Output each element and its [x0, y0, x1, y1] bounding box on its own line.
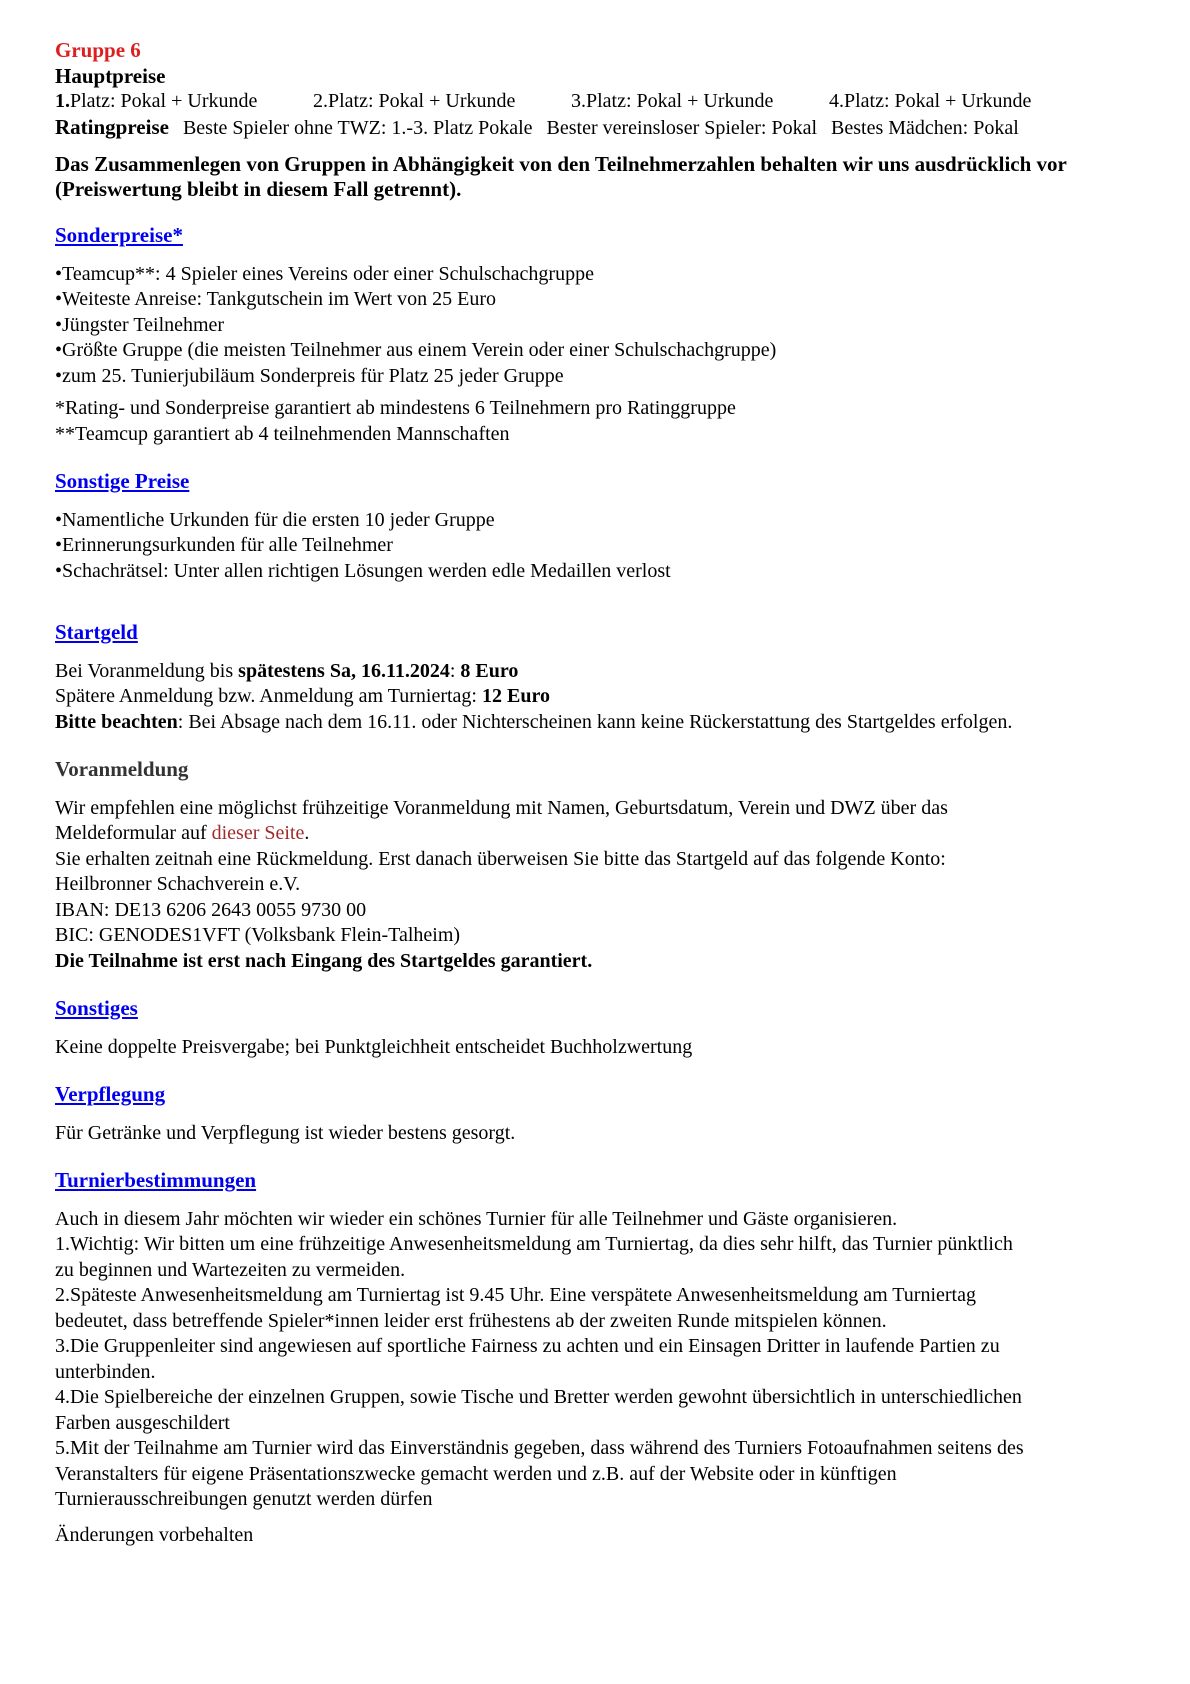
notice-label: Bitte beachten	[55, 710, 178, 733]
bullet-item	[55, 364, 1140, 390]
startgeld-text: Bei Voranmeldung bis	[55, 659, 239, 682]
registration-form-link[interactable]: dieser Seite	[211, 822, 305, 844]
place-item-3	[571, 89, 829, 115]
section-heading-turnierbestimmungen: Turnierbestimmungen	[55, 1168, 257, 1192]
footnote-line: *Rating- und Sonderpreise garantiert ab mindestens 6 Teilnehmern pro Ratinggruppe	[55, 397, 736, 419]
startgeld-line-voranmeldung	[55, 659, 1140, 685]
rules-line: Turnierausschreibungen genutzt werden dürfen	[55, 1488, 433, 1510]
bullet-icon: •	[55, 364, 63, 387]
rules-line: Farben ausgeschildert	[55, 1411, 230, 1434]
startgeld-line-late	[55, 684, 1140, 710]
place-number: 3.	[571, 90, 586, 112]
main-prizes-heading: Hauptpreise	[55, 63, 166, 88]
bullet-icon: •	[55, 534, 63, 556]
group-title: Gruppe 6	[55, 38, 141, 62]
rating-prizes-row	[55, 115, 1140, 142]
merge-notice-line: Das Zusammenlegen von Gruppen in Abhängigkeit von den Teilnehmerzahlen behalten wir uns ausdrücklich vor	[55, 152, 1067, 176]
rules-line: unterbinden.	[55, 1360, 156, 1383]
iban-line: IBAN: DE13 6206 2643 0055 9730 00	[55, 898, 367, 921]
startgeld-text: Spätere Anmeldung bzw. Anmeldung am Turniertag:	[55, 685, 482, 707]
bullet-icon: •	[55, 288, 63, 310]
bullet-item	[55, 262, 1140, 288]
place-item-4	[829, 89, 1031, 115]
bullet-icon: •	[55, 313, 63, 336]
section-heading-sonstige-preise: Sonstige Preise	[55, 469, 190, 493]
place-number: 4.	[829, 90, 844, 112]
startgeld-text: :	[449, 659, 461, 682]
main-prizes-row	[55, 89, 1140, 115]
place-number: 1.	[55, 90, 70, 112]
startgeld-block	[55, 659, 1140, 736]
place-text: Platz: Pokal + Urkunde	[844, 90, 1032, 112]
rating-prizes-label: Ratingpreise	[55, 114, 169, 139]
voranmeldung-block	[55, 796, 1140, 975]
merge-notice	[55, 152, 1140, 201]
rating-item: Bester vereinsloser Spieler: Pokal	[546, 116, 818, 139]
section-heading-sonderpreise: Sonderpreise*	[55, 223, 183, 247]
turnierbestimmungen-block	[55, 1207, 1140, 1513]
bullet-item	[55, 287, 1140, 313]
rules-line: 1.Wichtig: Wir bitten um eine frühzeitige Anwesenheitsmeldung am Turniertag, da dies sehr hilft, das Turnier pünktlich	[55, 1233, 1013, 1255]
payment-guarantee-note: Die Teilnahme ist erst nach Eingang des Startgeldes garantiert.	[55, 949, 593, 972]
rules-line: Auch in diesem Jahr möchten wir wieder ein schönes Turnier für alle Teilnehmer und Gäste organisieren.	[55, 1207, 898, 1230]
rules-line: 5.Mit der Teilnahme am Turnier wird das Einverständnis gegeben, dass während des Turniers Fotoaufnahmen seitens des	[55, 1437, 1024, 1459]
section-heading-startgeld: Startgeld	[55, 620, 138, 644]
registration-line: Wir empfehlen eine möglichst frühzeitige Voranmeldung mit Namen, Geburtsdatum, Verein und DWZ über das	[55, 796, 948, 819]
rules-line: 2.Späteste Anwesenheitsmeldung am Turniertag ist 9.45 Uhr. Eine verspätete Anwesenheitsmeldung am Turniertag	[55, 1284, 976, 1306]
verpflegung-text: Für Getränke und Verpflegung ist wieder bestens gesorgt.	[55, 1121, 516, 1144]
bullet-icon: •	[55, 559, 63, 582]
registration-text: Meldeformular auf	[55, 822, 212, 844]
startgeld-line-notice	[55, 710, 1140, 736]
rating-item: Beste Spieler ohne TWZ: 1.-3. Platz Pokale	[182, 116, 533, 139]
bullet-text: Schachrätsel: Unter allen richtigen Lösungen werden edle Medaillen verlost	[62, 559, 671, 582]
voranmeldung-heading: Voranmeldung	[55, 757, 189, 781]
entry-fee-late: 12 Euro	[481, 685, 550, 707]
club-name: Heilbronner Schachverein e.V.	[55, 873, 301, 895]
section-heading-sonstiges: Sonstiges	[55, 996, 138, 1020]
place-number: 2.	[313, 90, 328, 112]
bullet-text: zum 25. Tunierjubiläum Sonderpreis für Platz 25 jeder Gruppe	[62, 364, 564, 387]
registration-line: Sie erhalten zeitnah eine Rückmeldung. Erst danach überweisen Sie bitte das Startgeld auf das folgende Konto:	[55, 847, 946, 870]
rules-line: Veranstalters für eigene Präsentationszwecke gemacht werden und z.B. auf der Website oder in künftigen	[55, 1462, 897, 1485]
sonderpreise-list	[55, 262, 1140, 390]
section-heading-verpflegung: Verpflegung	[55, 1082, 166, 1106]
bullet-item	[55, 508, 1140, 534]
bullet-icon: •	[55, 339, 63, 361]
rules-line: bedeutet, dass betreffende Spieler*innen leider erst frühestens ab der zweiten Runde mitspielen können.	[55, 1309, 887, 1332]
bullet-text: Teamcup**: 4 Spieler eines Vereins oder einer Schulschachgruppe	[62, 262, 594, 285]
bullet-item	[55, 338, 1140, 364]
bullet-text: Jüngster Teilnehmer	[62, 313, 225, 336]
place-item-2	[313, 89, 571, 115]
place-text: Platz: Pokal + Urkunde	[70, 90, 258, 112]
sonstige-preise-list	[55, 508, 1140, 585]
startgeld-text: : Bei Absage nach dem 16.11. oder Nichterscheinen kann keine Rückerstattung des Startgeldes erfolgen.	[177, 710, 1013, 733]
footnote-line: **Teamcup garantiert ab 4 teilnehmenden Mannschaften	[55, 422, 510, 445]
registration-text: .	[304, 822, 310, 844]
bullet-text: Erinnerungsurkunden für alle Teilnehmer	[62, 534, 393, 556]
changes-reserved-note: Änderungen vorbehalten	[55, 1523, 254, 1546]
bullet-text: Weiteste Anreise: Tankgutschein im Wert von 25 Euro	[62, 288, 497, 310]
rules-line: zu beginnen und Wartezeiten zu vermeiden.	[55, 1258, 406, 1281]
sonderpreise-footnotes	[55, 396, 1140, 447]
sonstiges-text: Keine doppelte Preisvergabe; bei Punktgleichheit entscheidet Buchholzwertung	[55, 1035, 693, 1058]
bullet-item	[55, 533, 1140, 559]
entry-fee-early: 8 Euro	[460, 659, 519, 682]
rules-line: 4.Die Spielbereiche der einzelnen Gruppen, sowie Tische und Bretter werden gewohnt übersichtlich in unterschiedlichen	[55, 1386, 1022, 1408]
rating-item: Bestes Mädchen: Pokal	[831, 116, 1019, 139]
bullet-item	[55, 559, 1140, 585]
bullet-icon: •	[55, 508, 63, 531]
place-text: Platz: Pokal + Urkunde	[586, 90, 774, 112]
merge-notice-line: (Preiswertung bleibt in diesem Fall getrennt).	[55, 176, 462, 201]
bullet-text: Größte Gruppe (die meisten Teilnehmer aus einem Verein oder einer Schulschachgruppe)	[62, 339, 777, 361]
place-text: Platz: Pokal + Urkunde	[328, 90, 516, 112]
place-item-1	[55, 89, 313, 115]
deadline-date: spätestens Sa, 16.11.2024	[238, 659, 450, 682]
rules-line: 3.Die Gruppenleiter sind angewiesen auf sportliche Fairness zu achten und ein Einsagen Dritter in laufende Partien zu	[55, 1335, 1000, 1357]
bullet-item	[55, 313, 1140, 339]
bullet-text: Namentliche Urkunden für die ersten 10 jeder Gruppe	[62, 508, 495, 531]
bic-line: BIC: GENODES1VFT (Volksbank Flein-Talheim)	[55, 924, 461, 946]
registration-line	[55, 821, 1140, 847]
bullet-icon: •	[55, 262, 63, 285]
